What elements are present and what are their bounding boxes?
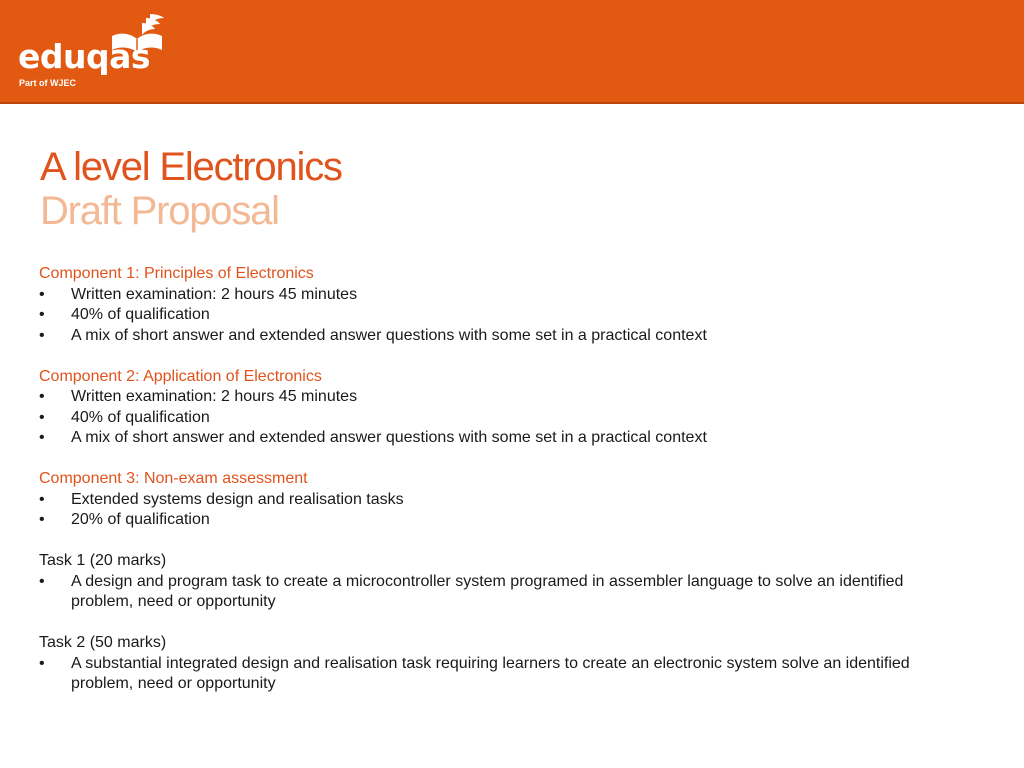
section-heading: Component 3: Non-exam assessment: [39, 470, 308, 487]
list-item-text: Extended systems design and realisation tasks: [71, 490, 404, 508]
list-item: [39, 408, 939, 429]
list-item: [39, 510, 939, 531]
list-item-text: A design and program task to create a microcontroller system programed in assembler language to solve an identified problem, need or opportunity: [71, 572, 904, 610]
list-item: [39, 305, 939, 326]
task-2-section: [39, 633, 939, 695]
bullet-icon: •: [39, 572, 45, 590]
bullet-icon: •: [39, 511, 45, 528]
bullet-list: [39, 572, 939, 613]
list-item-text: A mix of short answer and extended answer questions with some set in a practical context: [71, 429, 707, 446]
list-item-text: A mix of short answer and extended answer questions with some set in a practical context: [71, 326, 707, 344]
section-heading: Component 1: Principles of Electronics: [39, 265, 314, 282]
logo-subtitle: Part of WJEC: [19, 78, 77, 88]
bullet-icon: •: [39, 326, 45, 344]
task-1-section: [39, 551, 939, 613]
bullet-icon: •: [39, 490, 45, 508]
page-subtitle: Draft Proposal: [40, 189, 279, 233]
list-item: [39, 572, 939, 613]
header-bar: [0, 0, 1024, 104]
content-body: [39, 264, 939, 715]
list-item-text: 20% of qualification: [71, 511, 210, 528]
bullet-list: [39, 285, 939, 347]
component-2-section: [39, 367, 939, 449]
section-heading: Task 2 (50 marks): [39, 634, 167, 651]
page-title: A level Electronics: [40, 145, 342, 189]
list-item-text: A substantial integrated design and realisation task requiring learners to create an electronic system solve an identified problem, need or opportunity: [71, 654, 910, 692]
bullet-icon: •: [39, 429, 45, 446]
component-1-section: [39, 264, 939, 346]
list-item: [39, 654, 939, 695]
bullet-icon: •: [39, 285, 45, 303]
list-item: [39, 490, 939, 511]
list-item: [39, 285, 939, 306]
component-3-section: [39, 469, 939, 531]
bullet-icon: •: [39, 388, 45, 405]
section-heading: Task 1 (20 marks): [39, 552, 167, 569]
list-item-text: Written examination: 2 hours 45 minutes: [71, 285, 358, 303]
list-item: [39, 387, 939, 408]
bullet-icon: •: [39, 306, 45, 323]
section-heading: Component 2: Application of Electronics: [39, 367, 322, 385]
list-item: [39, 428, 939, 449]
bullet-list: [39, 654, 939, 695]
list-item-text: 40% of qualification: [71, 306, 210, 323]
list-item-text: 40% of qualification: [71, 408, 210, 426]
eduqas-logo[interactable]: [18, 12, 168, 92]
list-item-text: Written examination: 2 hours 45 minutes: [71, 388, 358, 405]
bullet-icon: •: [39, 408, 45, 426]
bullet-icon: •: [39, 654, 45, 672]
bullet-list: [39, 490, 939, 531]
logo-wordmark: eduqas: [18, 37, 151, 76]
bullet-list: [39, 387, 939, 449]
list-item: [39, 326, 939, 347]
